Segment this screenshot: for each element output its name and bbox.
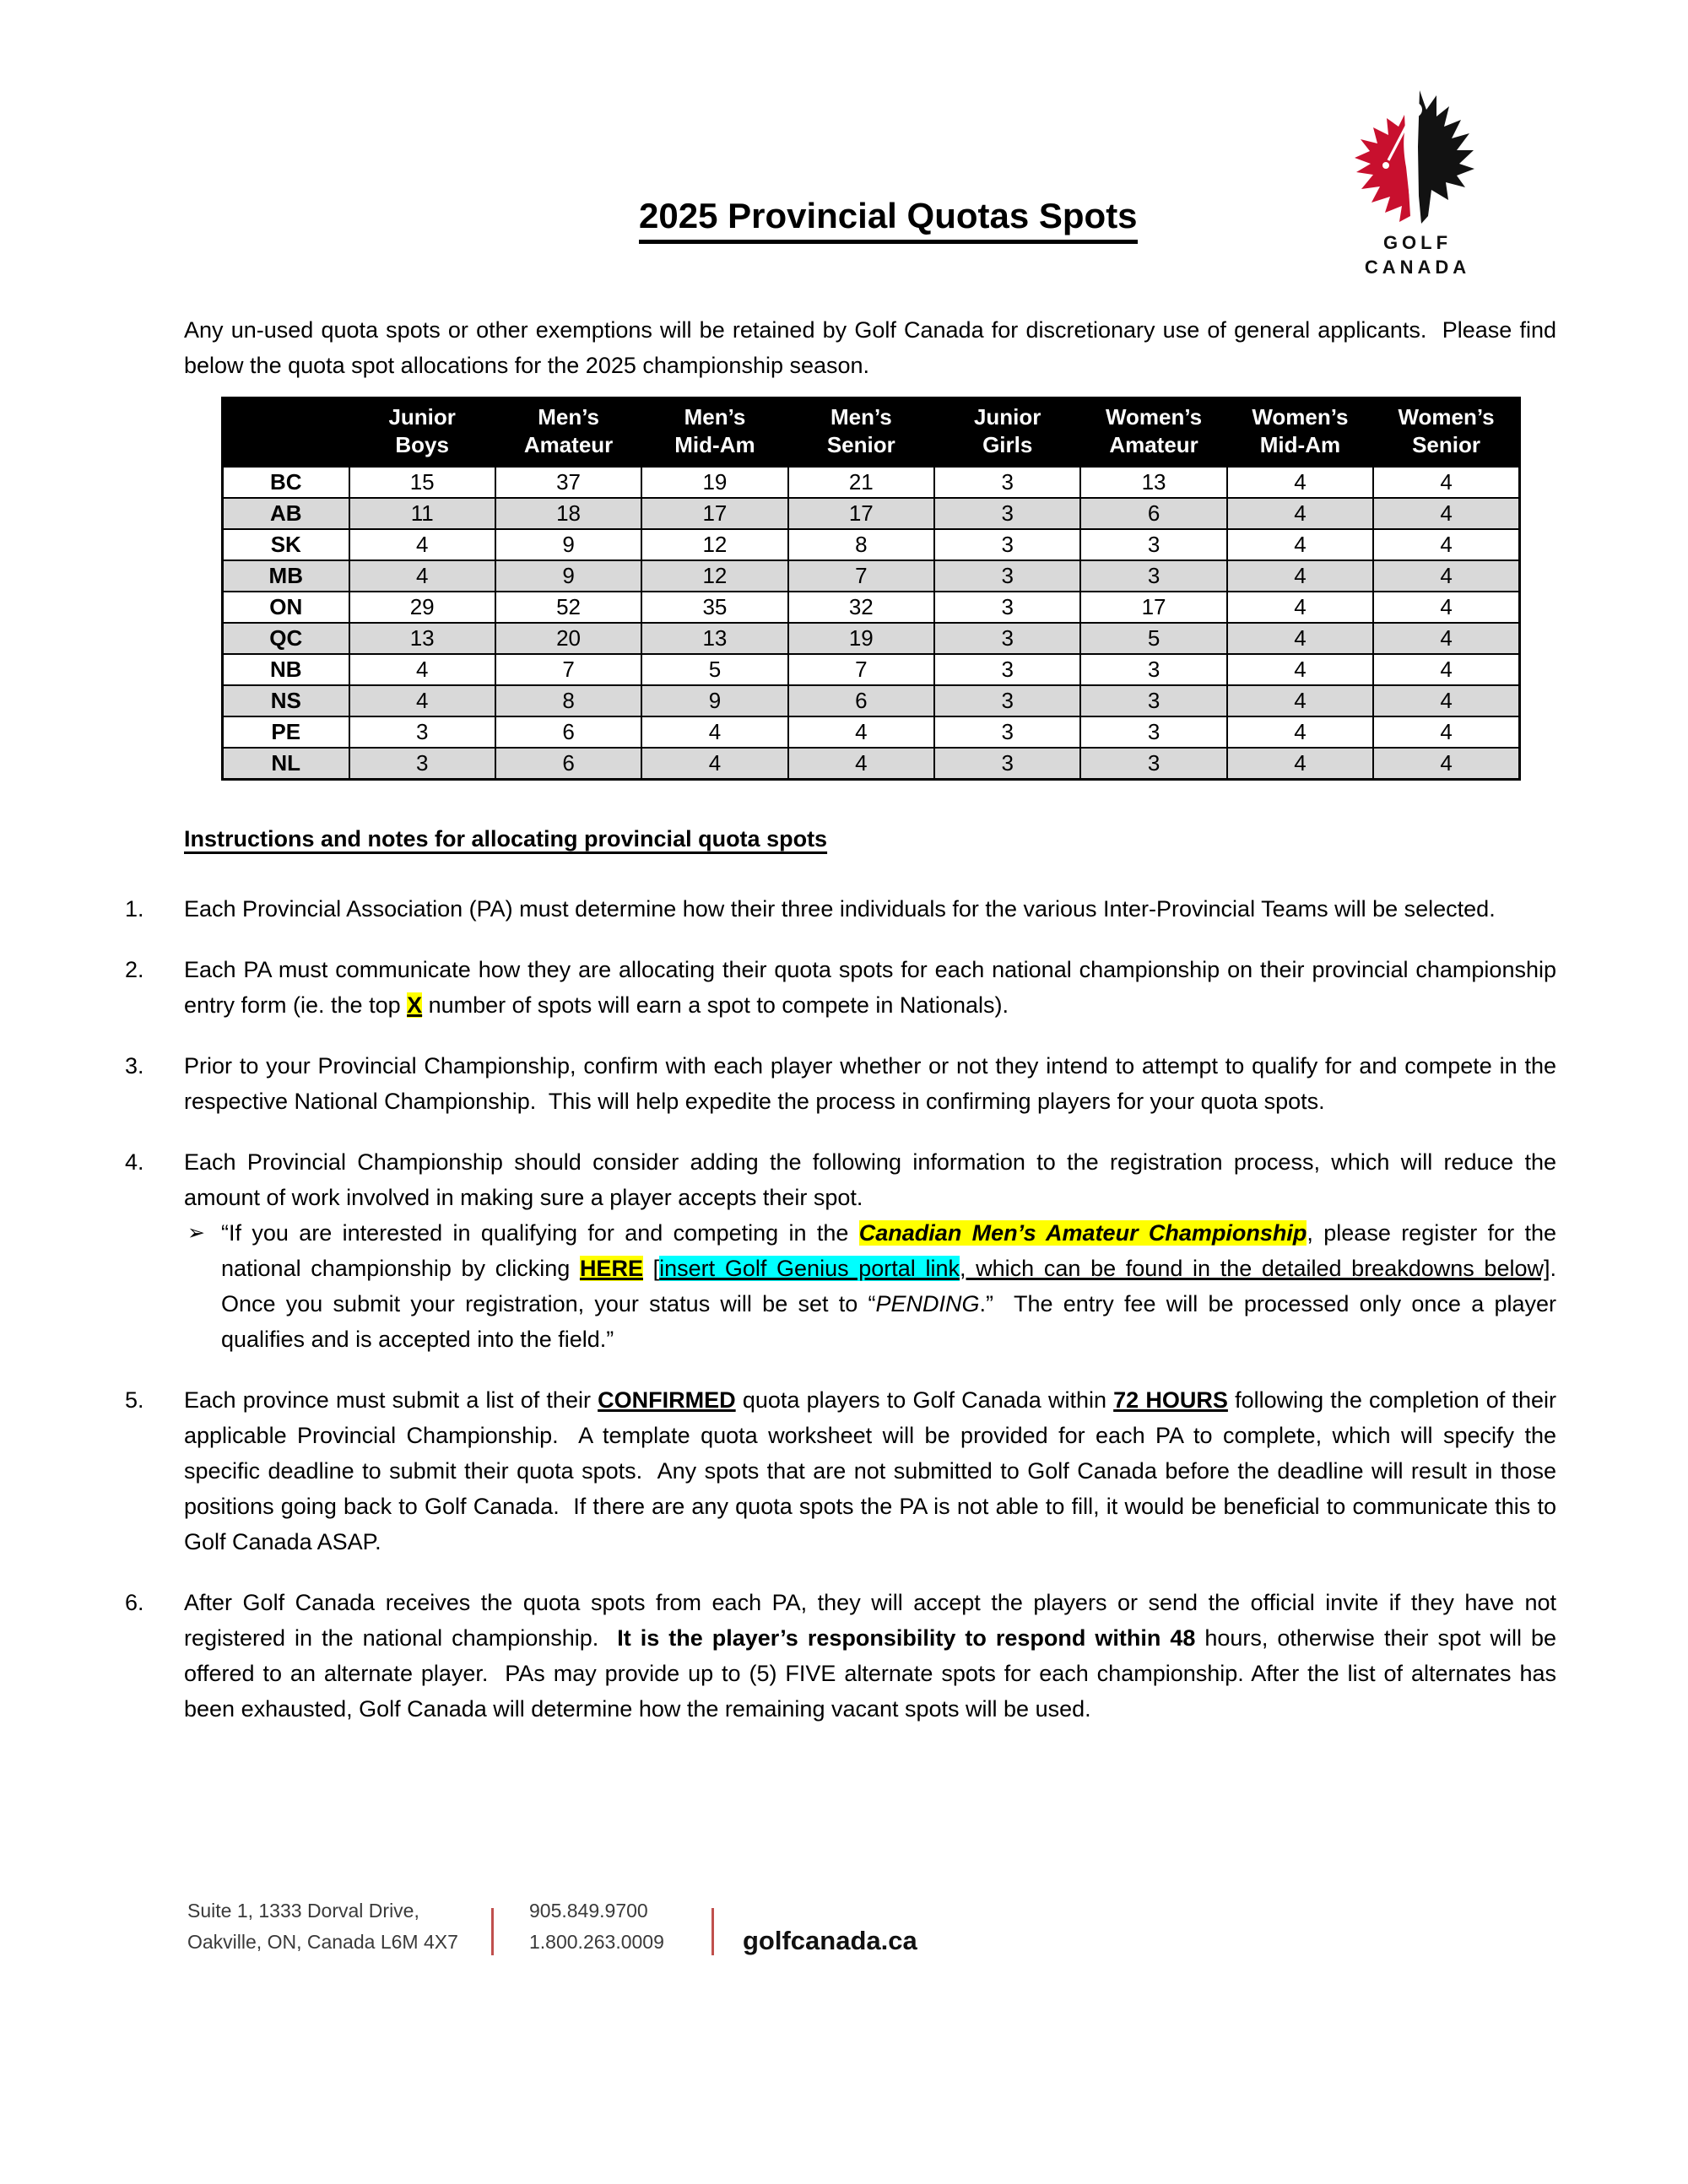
quota-value-cell: 4 bbox=[1227, 748, 1373, 780]
quota-value-cell: 4 bbox=[1227, 592, 1373, 623]
text-segment: Each Provincial Championship should consider adding the following information to the registration process, which will reduce the amount of work involved in making sure a player accepts their spot. bbox=[184, 1149, 1563, 1210]
text-segment: [ bbox=[642, 1256, 660, 1281]
quota-value-cell: 3 bbox=[934, 560, 1080, 592]
logo-word-golf: GOLF bbox=[1382, 232, 1453, 253]
quota-value-cell: 3 bbox=[934, 529, 1080, 560]
item-text bbox=[184, 891, 1556, 927]
column-header: Women’s Senior bbox=[1373, 398, 1519, 468]
quota-value-cell: 4 bbox=[349, 529, 495, 560]
quota-value-cell: 13 bbox=[349, 623, 495, 654]
table-row bbox=[223, 529, 1520, 560]
page-footer bbox=[187, 1895, 917, 1958]
quota-value-cell: 4 bbox=[1227, 467, 1373, 498]
quota-value-cell: 3 bbox=[349, 716, 495, 748]
quota-value-cell: 19 bbox=[788, 623, 934, 654]
intro-paragraph: Any un-used quota spots or other exemptions will be retained by Golf Canada for discretionary use of general applicants. Please find below the quota spot allocations for the 2025 championship season. bbox=[184, 317, 1563, 378]
province-label: NL bbox=[223, 748, 349, 780]
item-text bbox=[184, 1585, 1563, 1727]
item-number: 2. bbox=[125, 957, 144, 982]
instruction-item bbox=[125, 1144, 1570, 1357]
table-row bbox=[223, 685, 1520, 716]
text-segment: It is the player’s responsibility to respond within 48 bbox=[617, 1625, 1196, 1651]
text-segment: Each Provincial Association (PA) must determine how their three individuals for the various Inter-Provincial Teams will be selected. bbox=[184, 896, 1496, 922]
quota-value-cell: 4 bbox=[788, 716, 934, 748]
sub-bullet-text bbox=[221, 1215, 1570, 1357]
quota-value-cell: 4 bbox=[1227, 498, 1373, 529]
province-label: AB bbox=[223, 498, 349, 529]
quota-value-cell: 4 bbox=[1227, 685, 1373, 716]
quota-value-cell: 3 bbox=[1080, 529, 1226, 560]
text-segment: 72 HOURS bbox=[1113, 1387, 1228, 1413]
item-text bbox=[184, 1382, 1563, 1560]
text-segment: Prior to your Provincial Championship, confirm with each player whether or not they intend to attempt to qualify for and compete in the respective National Championship. This will help expedite the process in confirming players for your quota spots. bbox=[184, 1053, 1563, 1114]
province-label: PE bbox=[223, 716, 349, 748]
text-segment: X bbox=[407, 992, 423, 1018]
quota-value-cell: 6 bbox=[788, 685, 934, 716]
item-number: 3. bbox=[125, 1053, 144, 1078]
instruction-item bbox=[125, 952, 1563, 1023]
maple-leaf-black-half bbox=[1418, 90, 1474, 224]
footer-address-line1: Suite 1, 1333 Dorval Drive, bbox=[187, 1900, 419, 1922]
province-label: ON bbox=[223, 592, 349, 623]
footer-phones bbox=[529, 1895, 673, 1958]
instructions-list bbox=[125, 891, 1570, 1727]
province-label: SK bbox=[223, 529, 349, 560]
column-header: Men’s Mid-Am bbox=[641, 398, 787, 468]
quota-value-cell: 18 bbox=[495, 498, 641, 529]
footer-phone-tollfree: 1.800.263.0009 bbox=[529, 1931, 664, 1953]
text-segment: quota players to Golf Canada within bbox=[735, 1387, 1114, 1413]
quota-value-cell: 3 bbox=[934, 623, 1080, 654]
column-header: Junior Boys bbox=[349, 398, 495, 468]
quota-value-cell: 7 bbox=[495, 654, 641, 685]
footer-website-link[interactable]: golfcanada.ca bbox=[743, 1926, 917, 1955]
golf-genius-link-placeholder: insert Golf Genius portal link bbox=[659, 1256, 960, 1281]
quota-value-cell: 3 bbox=[934, 748, 1080, 780]
quota-value-cell: 4 bbox=[1227, 716, 1373, 748]
quota-value-cell: 3 bbox=[1080, 654, 1226, 685]
golfer-head bbox=[1407, 102, 1422, 117]
quota-value-cell: 4 bbox=[641, 716, 787, 748]
item-number: 6. bbox=[125, 1590, 144, 1615]
quota-value-cell: 13 bbox=[1080, 467, 1226, 498]
quota-value-cell: 21 bbox=[788, 467, 934, 498]
quota-value-cell: 3 bbox=[934, 716, 1080, 748]
quota-value-cell: 4 bbox=[1373, 592, 1519, 623]
footer-divider bbox=[711, 1908, 714, 1955]
column-header: Men’s Amateur bbox=[495, 398, 641, 468]
province-label: MB bbox=[223, 560, 349, 592]
province-label: NS bbox=[223, 685, 349, 716]
arrow-bullet-icon: ➢ bbox=[187, 1221, 205, 1245]
quota-value-cell: 4 bbox=[349, 560, 495, 592]
quota-value-cell: 4 bbox=[1227, 654, 1373, 685]
quota-value-cell: 5 bbox=[641, 654, 787, 685]
quota-value-cell: 4 bbox=[1373, 560, 1519, 592]
quota-value-cell: 4 bbox=[1373, 685, 1519, 716]
instructions-heading: Instructions and notes for allocating provincial quota spots bbox=[184, 826, 828, 851]
quota-value-cell: 4 bbox=[1373, 498, 1519, 529]
text-segment: number of spots will earn a spot to compete in Nationals). bbox=[422, 992, 1009, 1018]
quota-value-cell: 4 bbox=[349, 654, 495, 685]
quota-value-cell: 4 bbox=[1373, 529, 1519, 560]
quota-value-cell: 3 bbox=[934, 654, 1080, 685]
quota-value-cell: 6 bbox=[1080, 498, 1226, 529]
column-header: Women’s Mid-Am bbox=[1227, 398, 1373, 468]
footer-divider bbox=[491, 1908, 494, 1955]
quota-value-cell: 3 bbox=[934, 685, 1080, 716]
table-row bbox=[223, 467, 1520, 498]
text-segment: , please register for the national championship by clicking bbox=[221, 1220, 1563, 1281]
quota-value-cell: 4 bbox=[1373, 467, 1519, 498]
quota-value-cell: 3 bbox=[934, 467, 1080, 498]
quota-value-cell: 8 bbox=[788, 529, 934, 560]
maple-leaf-golfer-icon bbox=[1338, 88, 1498, 230]
quota-value-cell: 3 bbox=[1080, 716, 1226, 748]
quota-value-cell: 7 bbox=[788, 560, 934, 592]
footer-address-line2: Oakville, ON, Canada L6M 4X7 bbox=[187, 1931, 458, 1953]
quota-value-cell: 37 bbox=[495, 467, 641, 498]
table-row bbox=[223, 716, 1520, 748]
item-text bbox=[184, 1144, 1570, 1357]
quota-value-cell: 3 bbox=[934, 498, 1080, 529]
column-header: Men’s Senior bbox=[788, 398, 934, 468]
quota-value-cell: 4 bbox=[788, 748, 934, 780]
province-label: NB bbox=[223, 654, 349, 685]
logo-word-canada: CANADA bbox=[1364, 257, 1471, 278]
text-segment: , which can be found in the detailed breakdowns below] bbox=[959, 1256, 1550, 1281]
table-row bbox=[223, 498, 1520, 529]
quota-value-cell: 3 bbox=[349, 748, 495, 780]
quota-value-cell: 4 bbox=[349, 685, 495, 716]
instruction-item bbox=[125, 1048, 1563, 1119]
quota-value-cell: 6 bbox=[495, 716, 641, 748]
text-segment: following the completion of their applicable Provincial Championship. A template quota worksheet will be provided for each PA to complete, which will specify the specific deadline to submit their quota spots. Any spots that are not submitted to Golf Canada before the deadline will result in those positions going back to Golf Canada. If there are any quota spots the PA is not able to fill, it would be beneficial to communicate this to Golf Canada ASAP. bbox=[184, 1387, 1563, 1554]
quota-value-cell: 29 bbox=[349, 592, 495, 623]
quota-value-cell: 4 bbox=[1227, 623, 1373, 654]
table-header-row bbox=[223, 398, 1520, 468]
table-row bbox=[223, 560, 1520, 592]
item-text bbox=[184, 1048, 1563, 1119]
quota-value-cell: 20 bbox=[495, 623, 641, 654]
text-segment: Canadian Men’s Amateur Championship bbox=[858, 1220, 1307, 1246]
text-segment: . Once you submit your registration, your status will be set to “ bbox=[221, 1256, 1570, 1316]
column-header: Women’s Amateur bbox=[1080, 398, 1226, 468]
quota-value-cell: 9 bbox=[495, 560, 641, 592]
text-segment: After Golf Canada receives the quota spots from each PA, they will accept the players or send the official invite if they have not registered in the national championship. bbox=[184, 1590, 1563, 1651]
quota-value-cell: 12 bbox=[641, 560, 787, 592]
quota-value-cell: 32 bbox=[788, 592, 934, 623]
item-number: 4. bbox=[125, 1149, 144, 1175]
column-header: Junior Girls bbox=[934, 398, 1080, 468]
quota-table bbox=[221, 397, 1521, 781]
quota-value-cell: 3 bbox=[1080, 560, 1226, 592]
instruction-item bbox=[125, 891, 1556, 927]
text-segment: Each province must submit a list of their bbox=[184, 1387, 598, 1413]
page-title: 2025 Provincial Quotas Spots bbox=[639, 196, 1138, 244]
province-label: QC bbox=[223, 623, 349, 654]
quota-value-cell: 8 bbox=[495, 685, 641, 716]
quota-value-cell: 35 bbox=[641, 592, 787, 623]
table-row bbox=[223, 748, 1520, 780]
quota-value-cell: 9 bbox=[495, 529, 641, 560]
quota-value-cell: 4 bbox=[1373, 654, 1519, 685]
golf-canada-logo bbox=[1331, 88, 1504, 278]
quota-value-cell: 4 bbox=[1373, 748, 1519, 780]
quota-value-cell: 3 bbox=[1080, 748, 1226, 780]
quota-value-cell: 52 bbox=[495, 592, 641, 623]
quota-value-cell: 17 bbox=[1080, 592, 1226, 623]
document-header bbox=[0, 0, 1688, 295]
province-label: BC bbox=[223, 467, 349, 498]
quota-value-cell: 11 bbox=[349, 498, 495, 529]
quota-value-cell: 6 bbox=[495, 748, 641, 780]
quota-value-cell: 4 bbox=[1227, 529, 1373, 560]
footer-phone-local: 905.849.9700 bbox=[529, 1900, 648, 1922]
quota-value-cell: 7 bbox=[788, 654, 934, 685]
item-text bbox=[184, 952, 1563, 1023]
footer-address bbox=[187, 1895, 466, 1958]
quota-value-cell: 3 bbox=[1080, 685, 1226, 716]
quota-value-cell: 4 bbox=[1373, 623, 1519, 654]
table-row bbox=[223, 654, 1520, 685]
item-number: 1. bbox=[125, 896, 144, 922]
text-segment: Each PA must communicate how they are allocating their quota spots for each national championship on their provincial championship entry form (ie. the top bbox=[184, 957, 1563, 1018]
text-segment: .” The entry fee will be processed only once a player qualifies and is accepted into the field.” bbox=[221, 1291, 1563, 1352]
quota-value-cell: 15 bbox=[349, 467, 495, 498]
text-segment: hours, otherwise their spot will be offered to an alternate player. PAs may provide up to (5) FIVE alternate spots for each championship. After the list of alternates has been exhausted, Golf Canada will determine how the remaining vacant spots will be used. bbox=[184, 1625, 1563, 1722]
quota-value-cell: 13 bbox=[641, 623, 787, 654]
table-row bbox=[223, 623, 1520, 654]
text-segment: CONFIRMED bbox=[598, 1387, 736, 1413]
quota-value-cell: 12 bbox=[641, 529, 787, 560]
instruction-item bbox=[125, 1382, 1563, 1560]
table-body bbox=[223, 467, 1520, 780]
text-segment: “If you are interested in qualifying for and competing in the bbox=[221, 1220, 859, 1246]
sub-bullet bbox=[184, 1215, 1570, 1357]
text-segment: PENDING bbox=[875, 1291, 980, 1316]
quota-value-cell: 4 bbox=[1373, 716, 1519, 748]
table-row bbox=[223, 592, 1520, 623]
quota-value-cell: 9 bbox=[641, 685, 787, 716]
quota-value-cell: 17 bbox=[641, 498, 787, 529]
corner-cell bbox=[223, 398, 349, 468]
item-number: 5. bbox=[125, 1387, 144, 1413]
instruction-item bbox=[125, 1585, 1563, 1727]
quota-value-cell: 3 bbox=[934, 592, 1080, 623]
quota-value-cell: 4 bbox=[1227, 560, 1373, 592]
maple-leaf-red-half bbox=[1355, 115, 1410, 222]
quota-value-cell: 19 bbox=[641, 467, 787, 498]
golf-ball bbox=[1382, 162, 1389, 169]
quota-value-cell: 5 bbox=[1080, 623, 1226, 654]
quota-value-cell: 4 bbox=[641, 748, 787, 780]
here-link[interactable]: HERE bbox=[579, 1256, 643, 1281]
quota-value-cell: 17 bbox=[788, 498, 934, 529]
